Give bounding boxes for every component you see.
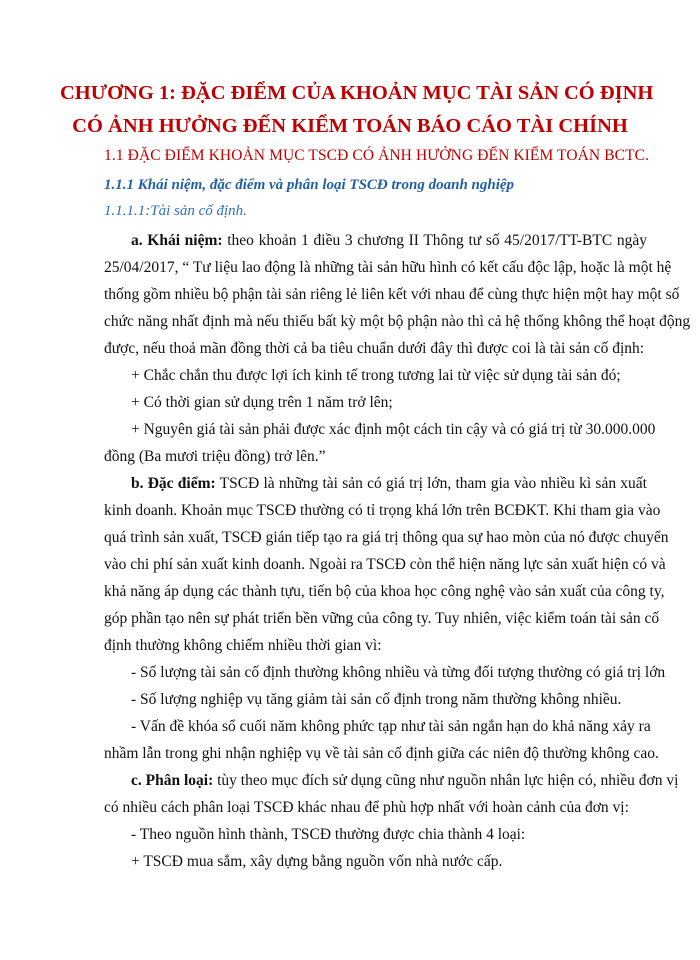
features-item-2: - Số lượng nghiệp vụ tăng giảm tài sản cố định trong năm thường không nhiều. xyxy=(131,691,622,708)
features-text-1: TSCĐ là những tài sản có giá trị lớn, tham gia vào nhiều kì sản xuất xyxy=(215,475,647,492)
classification-item-2: + TSCĐ mua sắm, xây dựng bằng nguồn vốn nhà nước cấp. xyxy=(131,853,503,870)
classification-item-1: - Theo nguồn hình thành, TSCĐ thường được chia thành 4 loại: xyxy=(131,826,526,843)
features-item-3-line-2: nhầm lẫn trong ghi nhận nghiệp vụ về tài sản cố định giữa các niên độ thường không cao. xyxy=(104,745,659,762)
section-heading-1-1-1-1: 1.1.1.1:Tài sản cố định. xyxy=(104,203,247,219)
concept-label: a. Khái niệm: xyxy=(131,232,223,249)
concept-paragraph-line-3: thống gồm nhiều bộ phận tài sản riêng lẻ liên kết với nhau để cùng thực hiện một hay một số xyxy=(104,286,680,303)
criterion-3-line-2: đồng (Ba mươi triệu đồng) trở lên.” xyxy=(104,448,326,465)
classification-text-1: tùy theo mục đích sử dụng cũng như nguồn nhân lực hiện có, nhiều đơn vị xyxy=(213,772,679,789)
chapter-title-line-1: CHƯƠNG 1: ĐẶC ĐIỂM CỦA KHOẢN MỤC TÀI SẢN CÓ ĐỊNH xyxy=(60,82,654,104)
section-heading-1-1: 1.1 ĐẶC ĐIỂM KHOẢN MỤC TSCĐ CÓ ẢNH HƯỞNG ĐẾN KIỂM TOÁN BCTC. xyxy=(104,147,650,164)
chapter-title-line-2: CÓ ẢNH HƯỞNG ĐẾN KIỂM TOÁN BÁO CÁO TÀI CHÍNH xyxy=(72,115,628,137)
classification-paragraph-line-2: có nhiều cách phân loại TSCĐ khác nhau để phù hợp nhất với hoàn cảnh của đơn vị: xyxy=(104,799,629,816)
criterion-3-line-1: + Nguyên giá tài sản phải được xác định một cách tin cậy và có giá trị từ 30.000.000 xyxy=(131,421,656,438)
concept-paragraph-line-2: 25/04/2017, “ Tư liệu lao động là những tài sản hữu hình có kết cấu độc lập, hoặc là một hệ xyxy=(104,259,672,276)
features-paragraph-line-3: quá trình sản xuất, TSCĐ gián tiếp tạo ra giá trị thông qua sự hao mòn của nó được chuyển xyxy=(104,529,669,546)
features-label: b. Đặc điểm: xyxy=(131,475,216,492)
concept-paragraph-line-4: chức năng nhất định mà nếu thiếu bất kỳ một bộ phận nào thì cả hệ thống không thể hoạt động xyxy=(104,313,691,330)
concept-paragraph-line-1 xyxy=(131,230,647,252)
concept-text-1: theo khoản 1 điều 3 chương II Thông tư số 45/2017/TT-BTC ngày xyxy=(222,232,647,249)
features-paragraph-line-4: vào chi phí sản xuất kinh doanh. Ngoài ra TSCĐ còn thể hiện năng lực sản xuất hiện có và xyxy=(104,556,666,573)
features-item-1: - Số lượng tài sản cố định thường không nhiều và từng đối tượng thường có giá trị lớn xyxy=(131,664,666,681)
features-paragraph-line-1 xyxy=(131,473,647,495)
classification-label: c. Phân loại: xyxy=(131,772,214,789)
features-paragraph-line-5: khả năng áp dụng các thành tựu, tiến bộ của khoa học công nghệ vào sản xuất của công ty, xyxy=(104,583,665,600)
features-paragraph-line-2: kinh doanh. Khoản mục TSCĐ thường có tỉ trọng khá lớn trên BCĐKT. Khi tham gia vào xyxy=(104,502,661,519)
criterion-2: + Có thời gian sử dụng trên 1 năm trở lên; xyxy=(131,394,393,411)
classification-paragraph-line-1 xyxy=(131,770,679,792)
features-paragraph-line-6: góp phần tạo nên sự phát triển bền vững của công ty. Tuy nhiên, việc kiểm toán tài sản cố xyxy=(104,610,660,627)
section-heading-1-1-1: 1.1.1 Khái niệm, đặc điểm và phân loại TSCĐ trong doanh nghiệp xyxy=(104,177,515,193)
criterion-1: + Chắc chắn thu được lợi ích kinh tế trong tương lai từ việc sử dụng tài sản đó; xyxy=(131,367,621,384)
concept-paragraph-line-5: được, nếu thoả mãn đồng thời cả ba tiêu chuẩn dưới đây thì được coi là tài sản cố định: xyxy=(104,340,645,357)
features-item-3-line-1: - Vấn đề khóa sổ cuối năm không phức tạp như tài sản ngắn hạn do khả năng xảy ra xyxy=(131,718,651,735)
features-paragraph-line-7: định thường không chiếm nhiều thời gian vì: xyxy=(104,637,382,654)
